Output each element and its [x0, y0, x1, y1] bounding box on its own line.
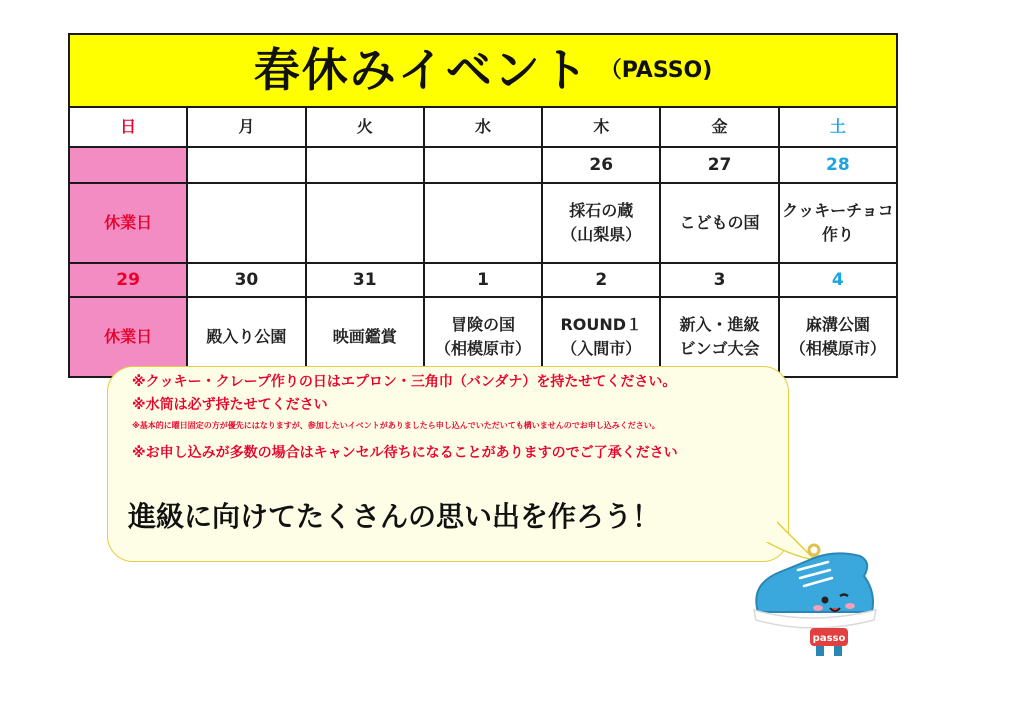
weekday-thursday: 木 [542, 107, 660, 147]
date-cell: 31 [306, 263, 424, 297]
date-cell [187, 147, 305, 183]
weekday-saturday: 土 [779, 107, 897, 147]
date-cell: 3 [660, 263, 778, 297]
event-cell [660, 183, 778, 263]
title-main: 春休みイベント [253, 43, 590, 97]
mascot-badge: passo [812, 633, 846, 644]
date-cell: 29 [69, 263, 187, 297]
calendar-title [69, 34, 897, 107]
event-line1: こどもの国 [679, 212, 760, 232]
event-line2: ビンゴ大会 [679, 339, 760, 359]
event-line2: （相模原市） [434, 339, 531, 359]
date-cell: 27 [660, 147, 778, 183]
event-line1: 冒険の国 [450, 314, 515, 334]
event-line1: 休業日 [104, 326, 153, 346]
note-water-bottle: ※水筒は必ず持たせてください [132, 397, 328, 413]
event-cell [542, 183, 660, 263]
event-line1: 休業日 [104, 212, 153, 232]
event-line1: 映画鑑賞 [332, 326, 397, 346]
event-calendar [68, 33, 898, 378]
date-cell: 1 [424, 263, 542, 297]
date-cell: 4 [779, 263, 897, 297]
week1-event-row [69, 183, 897, 263]
event-line2: （相模原市） [789, 339, 886, 359]
date-cell [306, 147, 424, 183]
shoe-mascot-icon [740, 540, 890, 664]
event-line1: 新入・進級 [679, 314, 760, 334]
event-cell [424, 183, 542, 263]
event-cell [779, 297, 897, 377]
event-line2: （入間市） [561, 339, 642, 359]
slogan: 進級に向けてたくさんの思い出を作ろう！ [128, 500, 661, 533]
weekday-wednesday: 水 [424, 107, 542, 147]
note-waitlist: ※お申し込みが多数の場合はキャンセル待ちになることがありますのでご了承ください [132, 445, 678, 461]
title-sub: （PASSO) [599, 57, 713, 83]
event-line1: 麻溝公園 [805, 314, 870, 334]
event-cell-closed [69, 183, 187, 263]
week1-date-row [69, 147, 897, 183]
note-priority: ※基本的に曜日固定の方が優先にはなりますが、参加したいイベントがありましたら申し込んでいただいても構いませんのでお申し込みください。 [132, 421, 660, 430]
weekday-header-row [69, 107, 897, 147]
event-cell [779, 183, 897, 263]
event-cell [306, 183, 424, 263]
date-cell [424, 147, 542, 183]
event-line1: 殿入り公園 [206, 326, 287, 346]
event-line1: ROUND１ [560, 314, 643, 334]
weekday-monday: 月 [187, 107, 305, 147]
note-apron: ※クッキー・クレープ作りの日はエプロン・三角巾（バンダナ）を持たせてください。 [132, 374, 677, 390]
event-line1: 採石の蔵 [569, 200, 634, 220]
date-cell: 2 [542, 263, 660, 297]
date-cell: 30 [187, 263, 305, 297]
week2-date-row [69, 263, 897, 297]
date-cell: 26 [542, 147, 660, 183]
weekday-friday: 金 [660, 107, 778, 147]
event-cell [187, 183, 305, 263]
weekday-sunday: 日 [69, 107, 187, 147]
event-line2: （山梨県） [561, 225, 642, 245]
event-line1: クッキーチョコ [782, 200, 894, 220]
date-cell [69, 147, 187, 183]
weekday-tuesday: 火 [306, 107, 424, 147]
date-cell: 28 [779, 147, 897, 183]
event-line2: 作り [821, 225, 854, 245]
